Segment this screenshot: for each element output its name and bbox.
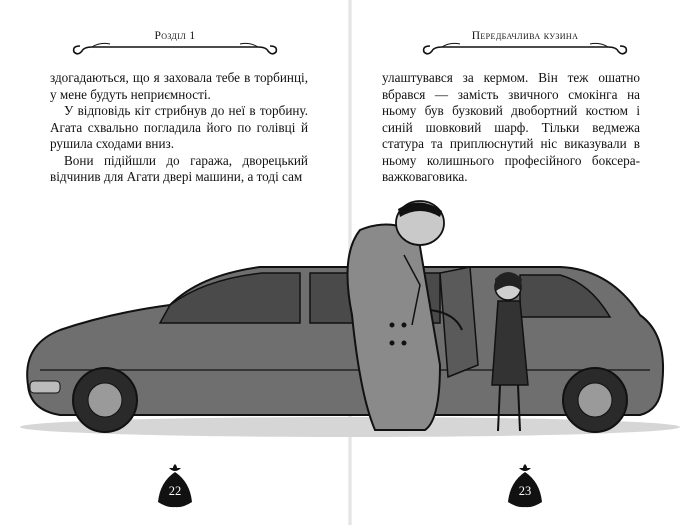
- ornament-divider-icon: [420, 36, 630, 58]
- page-number-right: 23: [518, 484, 532, 498]
- paragraph: здогадаються, що я заховала тебе в торбинці, у мене будуть неприємності.: [50, 70, 308, 102]
- body-text-left: [50, 70, 308, 186]
- paragraph: Вони підійшли до гаража, дворецький відчинив для Агати дверi машини, а тоді сам: [50, 152, 308, 184]
- paragraph: У відповідь кіт стрибнув до неї в торбину. Агата схвально погладила його по голівці й рушила сходами вниз.: [50, 103, 308, 151]
- limousine-car-icon: [27, 267, 663, 432]
- running-head-left: Розділ 1: [154, 30, 196, 42]
- running-head-right: Передбачлива кузина: [471, 30, 579, 42]
- page-number-left: 22: [168, 484, 182, 498]
- paragraph: улаштувався за кермом. Він теж ошатно вбрався — замість звичного смокінга на ньому був бузковий двобортний костюм і синій шовковий шарф. Тільки ведмежа статура та приплюснутий ніс виказували в ньому колишнього професійного боксера-важковаговика.: [382, 70, 640, 184]
- limousine-illustration: [0, 195, 700, 465]
- body-text-right: [382, 70, 640, 186]
- ornament-divider-icon: [70, 36, 280, 58]
